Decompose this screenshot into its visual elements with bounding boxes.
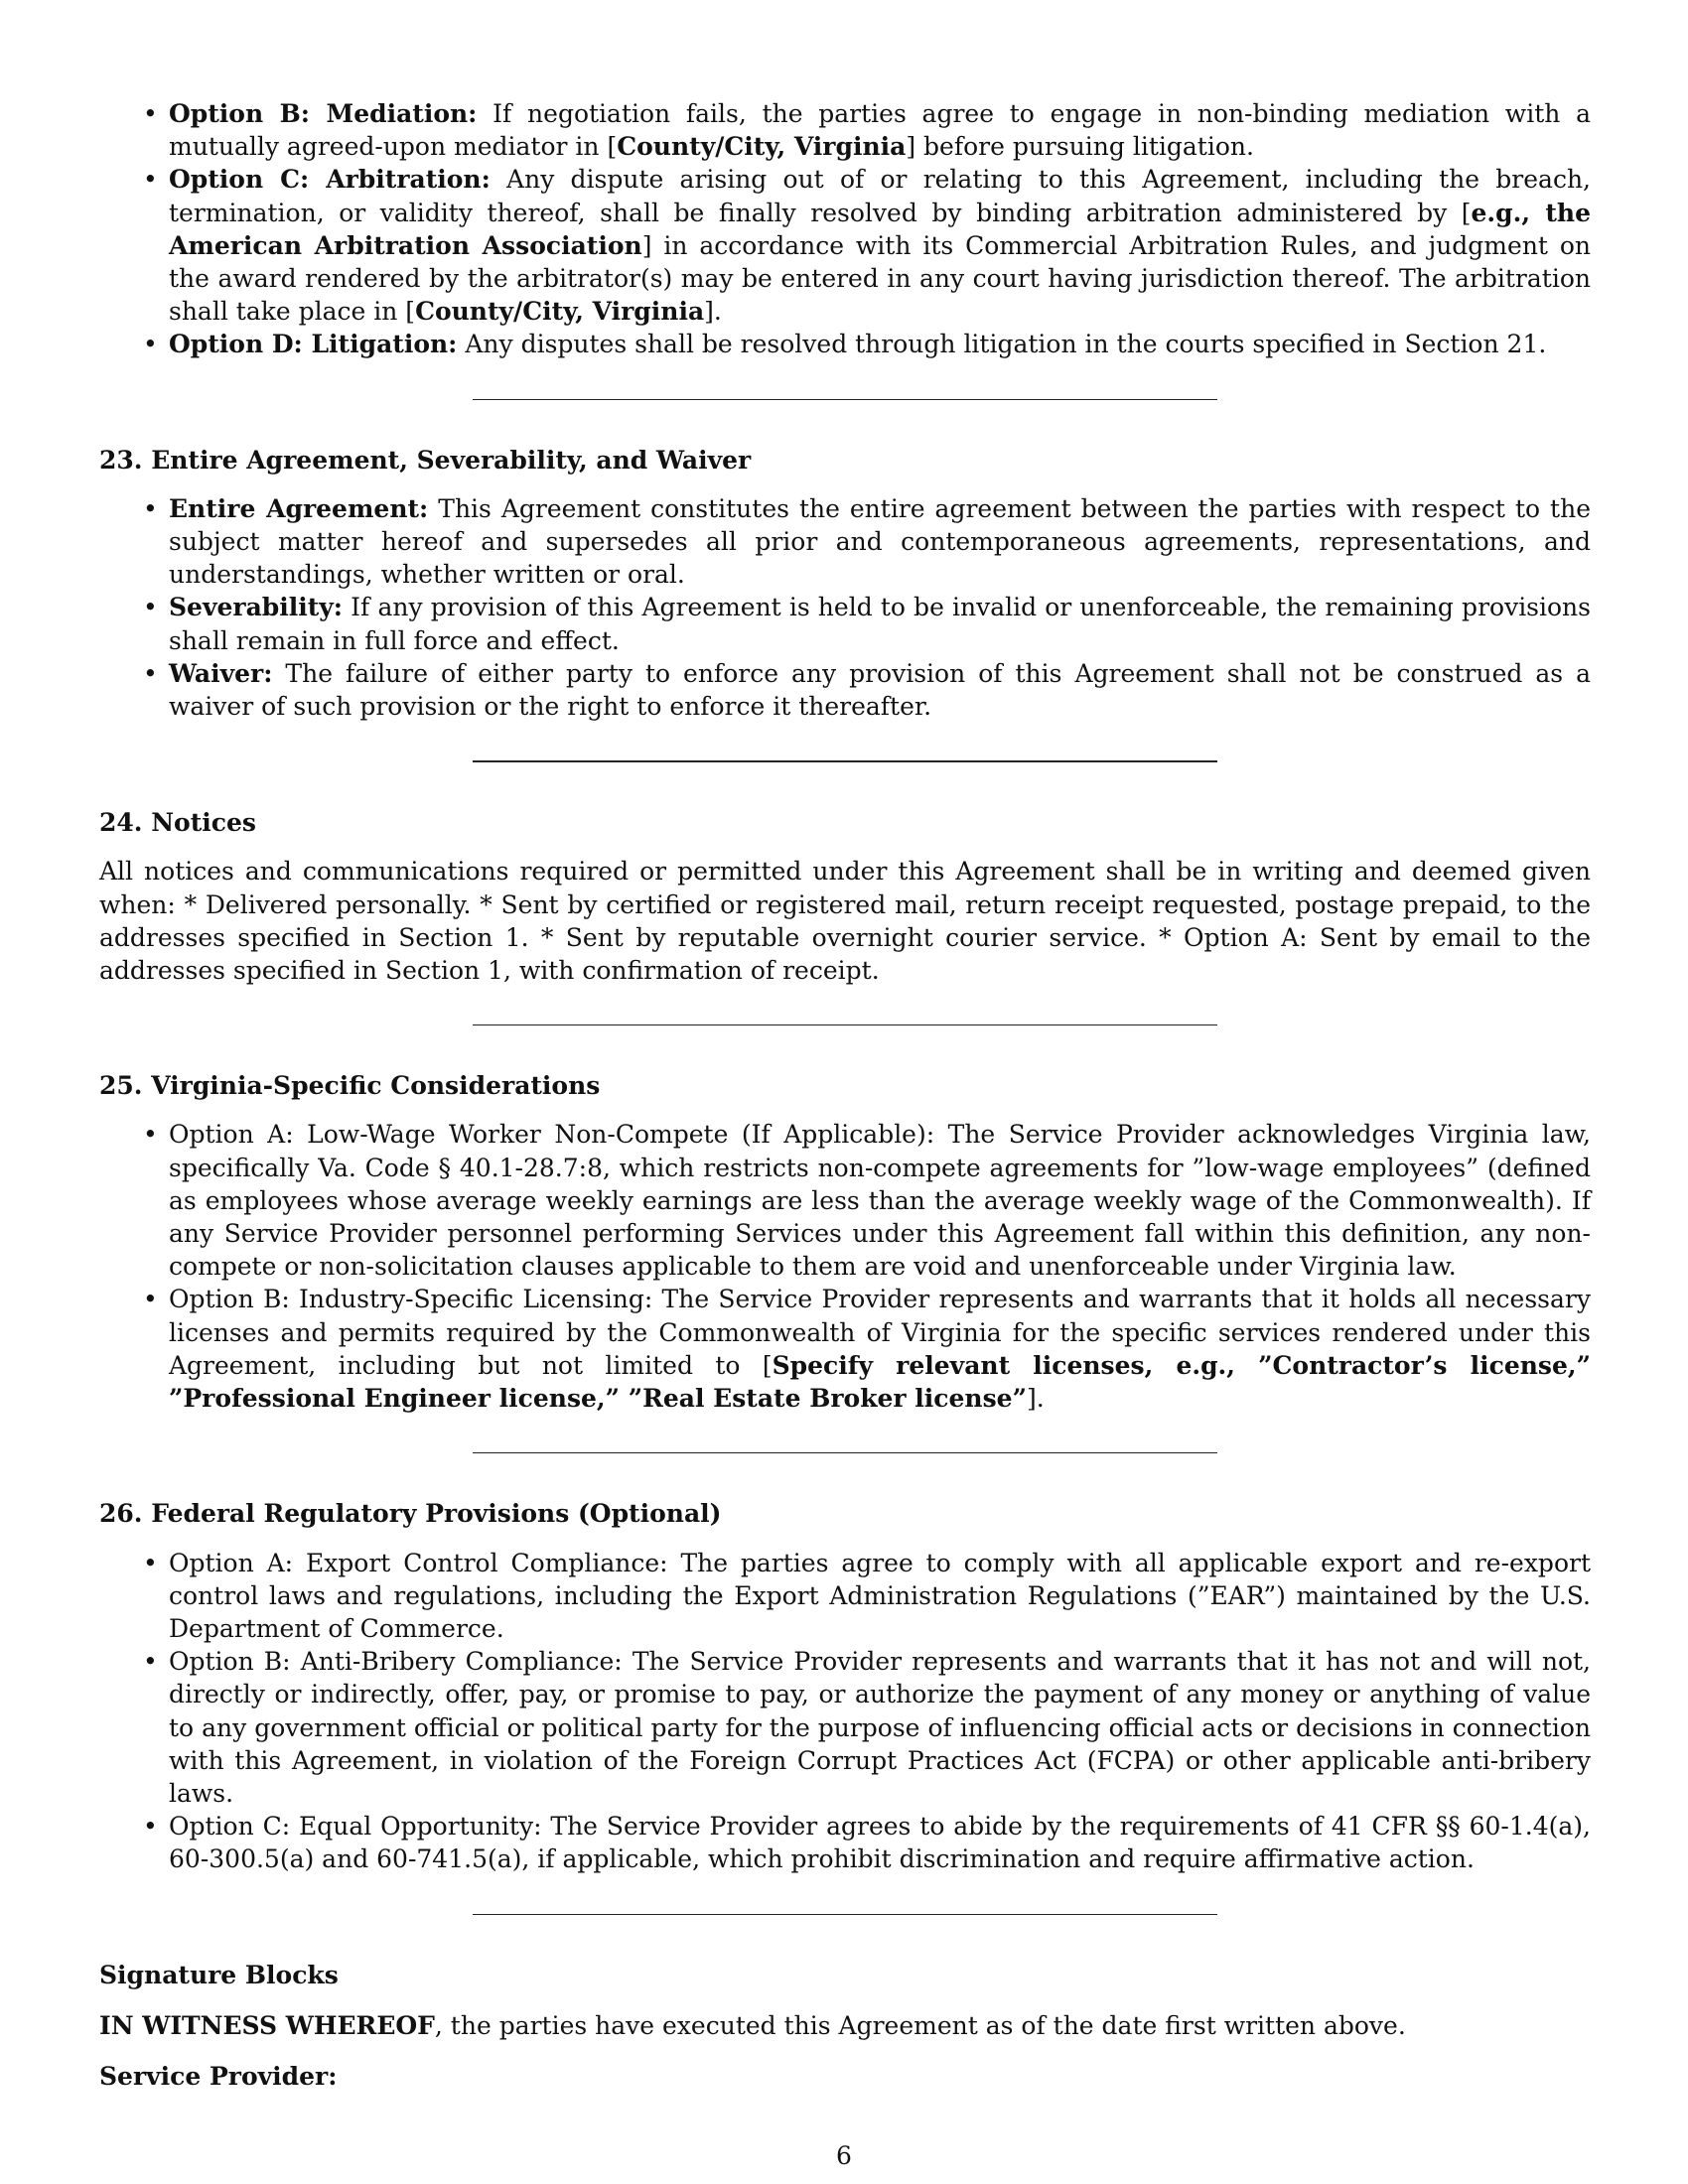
section-23-list (99, 492, 1591, 723)
placeholder-text: Specify relevant licenses, e.g., ”Contractor’s license,” ”Professional Engineer license,” ”Real Estate Broker license” (169, 1350, 1591, 1414)
provider-label-text: Service Provider: (99, 2061, 338, 2091)
section-divider (473, 760, 1217, 762)
witness-bold: IN WITNESS WHEREOF (99, 2010, 435, 2040)
severability-item (169, 591, 1591, 656)
section-24-heading: 24. Notices (99, 808, 256, 838)
placeholder-text: e.g., the American Arbitration Association (169, 198, 1591, 260)
export-control-item: • Option A: Export Control Compliance: The parties agree to comply with all applicable export and re-export control laws and regulations, including the Export Administration Regulations (”EAR”) maintained by the U.S. Department of Commerce. (169, 1547, 1591, 1646)
section-26-heading: 26. Federal Regulatory Provisions (Optional) (99, 1499, 722, 1529)
placeholder-text: County/City, Virginia (415, 297, 705, 327)
witness-paragraph (99, 2009, 1591, 2042)
item-label: Severability: (169, 593, 344, 622)
notices-paragraph: All notices and communications required or permitted under this Agreement shall be in writing and deemed given when: * Delivered personally. * Sent by certified or registered mail, return receipt requested, postage prepaid, to the addresses specified in Section 1. * Sent by reputable overnight courier service. * Option A: Sent by email to the addresses specified in Section 1, with confirmation of receipt. (99, 857, 1591, 986)
section-26-list (99, 1547, 1591, 1876)
section-divider (473, 1024, 1217, 1025)
option-label: Option B: Mediation: (169, 99, 478, 128)
option-text: Any disputes shall be resolved through litigation in the courts specified in Section 21. (457, 330, 1547, 359)
item-text: Option B: Industry-Specific Licensing: The Service Provider represents and warrants that it holds all necessary licenses and permits required by the Commonwealth of Virginia for the specific services rendered under this Agreement, including but not limited to [ (169, 1285, 1591, 1380)
item-text: ]. (1026, 1384, 1045, 1414)
section-divider (473, 1914, 1217, 1915)
item-text: If any provision of this Agreement is held to be invalid or unenforceable, the remaining provisions shall remain in full force and effect. (169, 593, 1591, 655)
section-23-heading: 23. Entire Agreement, Severability, and Waiver (99, 445, 752, 475)
document-page (99, 97, 1591, 2093)
item-text: This Agreement constitutes the entire agreement between the parties with respect to the subject matter hereof and supersedes all prior and contemporaneous agreements, representations, and understandings, whether written or oral. (169, 493, 1591, 590)
option-d-litigation (169, 328, 1591, 360)
option-b-mediation (169, 97, 1591, 163)
option-text: ]. (704, 297, 722, 327)
section-25-heading: 25. Virginia-Specific Considerations (99, 1071, 601, 1101)
entire-agreement-item (169, 492, 1591, 592)
placeholder-text: County/City, Virginia (617, 132, 907, 162)
option-text: ] in accordance with its Commercial Arbitration Rules, and judgment on the award rendered by the arbitrator(s) may be entered in any court having jurisdiction thereof. The arbitration shall take place in [ (169, 230, 1591, 327)
witness-text: , the parties have executed this Agreement as of the date first written above. (434, 2010, 1406, 2040)
option-c-arbitration (169, 163, 1591, 328)
equal-opportunity-item: • Option C: Equal Opportunity: The Service Provider agrees to abide by the requirements of 41 CFR §§ 60-1.4(a), 60-300.5(a) and 60-741.5(a), if applicable, which prohibit discrimination and require affirmative action. (169, 1810, 1591, 1875)
item-label: Entire Agreement: (169, 493, 429, 523)
dispute-options-list (99, 97, 1591, 361)
option-text: If negotiation fails, the parties agree to engage in non-binding mediation with a mutually agreed-upon mediator in [ (169, 99, 1591, 162)
low-wage-non-compete-item: • Option A: Low-Wage Worker Non-Compete (If Applicable): The Service Provider acknowledges Virginia law, specifically Va. Code § 40.1-28.7:8, which restricts non-compete agreements for ”low-wage employees” (defined as employees whose average weekly earnings are less than the average weekly wage of the Commonwealth). If any Service Provider personnel performing Services under this Agreement fall within this definition, any non-compete or non-solicitation clauses applicable to them are void and unenforceable under Virginia law. (169, 1118, 1591, 1283)
item-label: Waiver: (169, 658, 273, 688)
anti-bribery-item: • Option B: Anti-Bribery Compliance: The Service Provider represents and warrants that it has not and will not, directly or indirectly, offer, pay, or promise to pay, or authorize the payment of any money or anything of value to any government official or political party for the purpose of influencing official acts or decisions in connection with this Agreement, in violation of the Foreign Corrupt Practices Act (FCPA) or other applicable anti-bribery laws. (169, 1645, 1591, 1810)
option-text: ] before pursuing litigation. (906, 132, 1254, 162)
section-divider (473, 399, 1217, 400)
waiver-item (169, 657, 1591, 723)
service-provider-label (99, 2060, 1591, 2093)
option-label: Option D: Litigation: (169, 330, 458, 359)
signature-blocks-heading: Signature Blocks (99, 1960, 339, 1989)
option-text: Any dispute arising out of or relating to this Agreement, including the breach, termination, or validity thereof, shall be finally resolved by binding arbitration administered by [ (169, 165, 1591, 227)
industry-licensing-item (169, 1283, 1591, 1415)
section-25-list (99, 1118, 1591, 1415)
option-label: Option C: Arbitration: (169, 165, 491, 195)
item-text: The failure of either party to enforce any provision of this Agreement shall not be construed as a waiver of such provision or the right to enforce it thereafter. (169, 658, 1591, 722)
page-number: 6 (836, 2141, 852, 2170)
section-divider (473, 1452, 1217, 1453)
